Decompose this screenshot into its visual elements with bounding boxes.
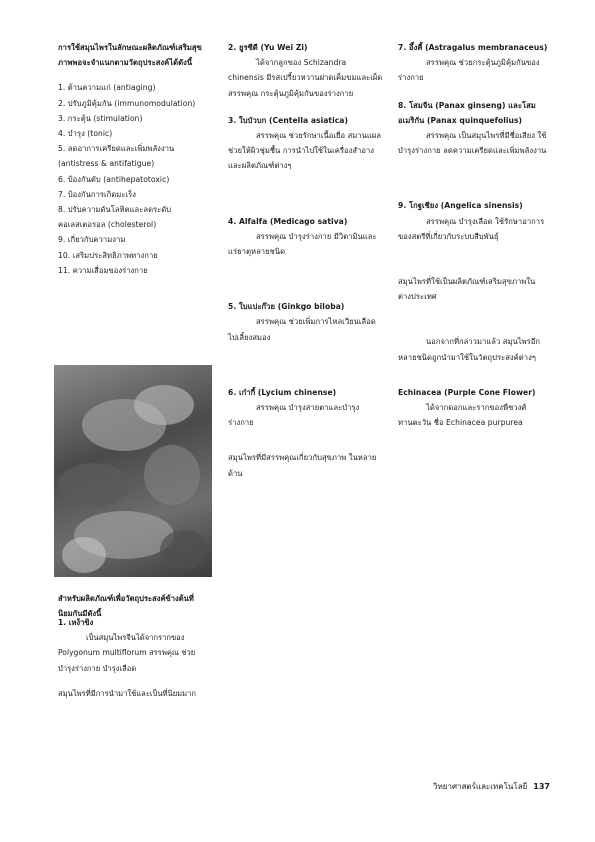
entry-body: เป็นสมุนไพรจีนได้จากรากของ Polygonum multiflorum สรรพคุณ ช่วยบำรุงร่างกาย บำรุงเลือด	[58, 633, 196, 673]
entry-heading: 2. ยูรซีดี (Yu Wei Zi)	[228, 43, 308, 52]
page-number: 137	[533, 782, 550, 791]
objectives-list	[58, 80, 208, 278]
list-item: 3. กระตุ้น (stimulation)	[58, 113, 143, 123]
herb-photo-illustration	[54, 365, 212, 577]
entry-heading: 5. ใบแปะก๊วย (Ginkgo biloba)	[228, 302, 345, 312]
list-item: 1. ต้านความแก่ (antiaging)	[58, 83, 156, 93]
entry-body: สมุนไพรที่มีการนำมาใช้และเป็นที่นิยมมาก	[58, 688, 197, 698]
herb-photo	[54, 365, 212, 577]
entry-body: สมุนไพรที่ใช้เป็นผลิตภัณฑ์เสริมสุขภาพในต่างประเทศ	[398, 277, 536, 302]
column-left-lower	[58, 615, 208, 711]
list-item: 2. ปรับภูมิคุ้มกัน (immunomodulation)	[58, 98, 196, 108]
photo-caption: สำหรับผลิตภัณฑ์เพื่อวัตถุประสงค์ข้างต้นที่นิยมกันมีดังนี้	[58, 593, 194, 618]
entry-body: สรรพคุณ เป็นสมุนไพรที่มีชื่อเสียง ใช้บำรุงร่างกาย ลดความเครียดและเพิ่มพลังงาน	[398, 131, 547, 156]
list-item: 10. เสริมประสิทธิภาพทางกาย	[58, 250, 158, 260]
column-middle	[228, 40, 383, 491]
entry-body: สรรพคุณ บำรุงสายตาและบำรุงร่างกาย	[228, 403, 360, 428]
entry-body: สรรพคุณ บำรุงร่างกาย มีวิตามินและแร่ธาตุหลายชนิด	[228, 231, 377, 257]
entry-heading: Echinacea (Purple Cone Flower)	[398, 387, 536, 397]
list-item: 5. ลดอาการเครียดและเพิ่มพลังงาน (antistress & antifatigue)	[58, 144, 175, 169]
intro-paragraph: การใช้สมุนไพรในลักษณะผลิตภัณฑ์เสริมสุขภาพพอจะจำแนกตามวัตถุประสงค์ได้ดังนี้	[58, 43, 202, 68]
column-left	[58, 40, 208, 286]
entry-heading: 9. โกฐเชียง (Angelica sinensis)	[398, 201, 523, 211]
list-item: 4. บำรุง (tonic)	[58, 129, 113, 139]
entry-body: สรรพคุณ ช่วยกระตุ้นภูมิคุ้มกันของร่างกาย	[398, 58, 540, 83]
entry-body: ได้จากดอกและรากของพืชวงศ์ทานตะวัน ชื่อ Echinacea purpurea	[398, 403, 527, 428]
entry-body: สรรพคุณ บำรุงเลือด ใช้รักษาอาการของสตรีที่เกี่ยวกับระบบสืบพันธุ์	[398, 216, 545, 241]
list-item: 7. ป้องกันการเกิดมะเร็ง	[58, 189, 137, 199]
entry-heading: 4. Alfalfa (Medicago sativa)	[228, 216, 348, 226]
entry-body: สรรพคุณ ช่วยรักษาเนื้อเยื่อ สมานแผล ช่วยให้ผิวชุ่มชื้น การนำไปใช้ในเครื่องสำอางและผลิตภัณฑ์ต่างๆ	[228, 131, 382, 171]
entry-body: สรรพคุณ ช่วยเพิ่มการไหลเวียนเลือดไปเลี้ยงสมอง	[228, 317, 376, 342]
entry-heading: 3. ใบบัวบก (Centella asiatica)	[228, 115, 348, 125]
entry-body: สมุนไพรที่มีสรรพคุณเกี่ยวกับสุขภาพ ในหลายด้าน	[228, 453, 377, 478]
list-item: 9. เกี่ยวกับความงาม	[58, 235, 126, 245]
list-item: 11. ความเสื่อมของร่างกาย	[58, 265, 148, 275]
list-item: 8. ปรับความดันโลหิตและลดระดับคอเลสเตอรอล (cholesterol)	[58, 205, 172, 230]
page-footer	[400, 780, 550, 794]
list-item: 6. ป้องกันตับ (antihepatotoxic)	[58, 174, 170, 184]
journal-label: วิทยาศาสตร์และเทคโนโลยี	[433, 782, 528, 791]
column-right	[398, 40, 548, 440]
entry-body: ได้จากลูกของ Schizandra chinensis มีรสเปรี้ยวหวานฝาดเค็มขมและเผ็ด สรรพคุณ กระตุ้นภูมิคุ้มกันของร่างกาย	[228, 58, 383, 98]
entry-heading: 7. อึ้งคี้ (Astragalus membranaceus)	[398, 43, 548, 52]
entry-body: นอกจากที่กล่าวมาแล้ว สมุนไพรอีกหลายชนิดถูกนำมาใช้ในวัตถุประสงค์ต่างๆ	[398, 337, 541, 362]
entry-heading: 8. โสมจีน (Panax ginseng) และโสมอเมริกัน (Panax quinquefolius)	[398, 100, 536, 125]
entry-heading: 6. เก๋ากี้ (Lycium chinense)	[228, 387, 337, 397]
entry-heading: 1. เหง้าขิง	[58, 618, 94, 627]
